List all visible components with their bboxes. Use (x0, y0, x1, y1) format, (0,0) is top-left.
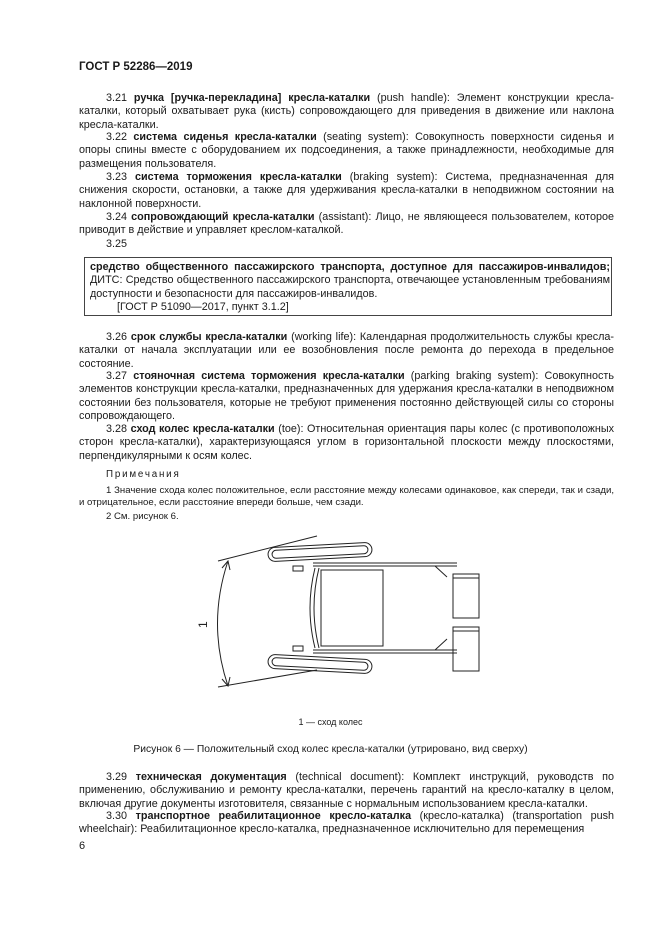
term-definition: (technical document): Комплект инструкций, руководств по применению, обслуживанию и ремонту кресла-каталки, перечень гарантий на кресло-каталку в целом, включая другие документы изготовителя, связанные с нормальным использованием кресла-каталки. (79, 771, 614, 810)
notes-heading: Примечания (106, 469, 181, 480)
term-number: 3.21 (106, 92, 128, 104)
term-3-25-number: 3.25 (106, 238, 128, 250)
term-definition: (working life): Календарная продолжительность службы кресла-каталки от начала эксплуатации или ее возобновления после ремонта до перехода в предельное состояние. (79, 331, 614, 370)
toe-angle-line-bottom (218, 670, 317, 687)
term-definition: ДИТС: Средство общественного пассажирского транспорта, отвечающее установленным требованиям доступности и безопасности для пассажиров-инвалидов. (90, 274, 610, 300)
term-number: 3.22 (106, 131, 128, 143)
seat (321, 570, 383, 646)
figure-legend: 1 — сход колес (298, 717, 363, 727)
term-title: средство общественного пассажирского транспорта, доступное для пассажиров-инвалидов; (90, 261, 610, 273)
term-title: сопровождающий кресла-каталки (131, 211, 315, 223)
term-number: 3.28 (106, 423, 128, 435)
term-3-26 (79, 331, 614, 371)
term-number: 3.30 (106, 810, 128, 822)
rear-wheel-right (268, 654, 373, 673)
term-definition: (toe): Относительная ориентация пары колес (с противоположных сторон кресла-каталки), характеризующаяся углом в горизонтальной плоскости между плоскостями, перпендикулярными к осям колес. (79, 423, 614, 462)
term-3-25 (85, 261, 610, 301)
term-number: 3.26 (106, 331, 128, 343)
note-2: 2 См. рисунок 6. (106, 511, 179, 522)
term-title: транспортное реабилитационное кресло-каталка (135, 810, 412, 822)
term-definition: (seating system): Совокупность поверхности сиденья и опоры спины вместе с оборудованием их подсоединения, а также принадлежности, необходимые для размещения пользователя. (79, 131, 614, 170)
term-title: срок службы кресла-каталки (130, 331, 288, 343)
term-3-22 (79, 131, 614, 171)
term-definition: (кресло-каталка) (transportation push wheelchair): Реабилитационное кресло-каталка, предназначенное исключительно для перемещения (79, 810, 614, 836)
note-1: 1 Значение схода колес положительное, если расстояние между колесами одинаковое, как спереди, так и сзади, и отрицательное, если расстояние впереди больше, чем сзади. (79, 485, 614, 509)
term-3-21 (79, 92, 614, 132)
push-handle-right (293, 646, 303, 651)
toe-angle-arc (218, 561, 229, 686)
term-title: стояночная система торможения кресла-каталки (133, 370, 405, 382)
term-title: сход колес кресла-каталки (130, 423, 275, 435)
toe-marker-label: 1 (196, 621, 210, 628)
term-3-23 (79, 171, 614, 211)
term-3-24 (79, 211, 614, 238)
term-number: 3.24 (106, 211, 128, 223)
footrest-left (453, 574, 479, 618)
term-3-28 (79, 423, 614, 463)
term-number: 3.23 (106, 171, 128, 183)
term-definition: (braking system): Система, предназначенная для снижения скорости, остановки, а также для удерживания кресла-каталки в неподвижном состоянии на наклонной поверхности. (79, 171, 615, 210)
term-definition: (assistant): Лицо, не являющееся пользователем, которое приводит в действие и управляет креслом-каталкой. (79, 211, 615, 237)
term-definition: (parking braking system): Совокупность элементов конструкции кресла-каталки, предназначенных для удержания кресла-каталки в неподвижном состоянии без пользователя, которые не требуют применения постоянно действующей силы со стороны сопровождающего. (79, 370, 614, 422)
wheelchair-toe-figure (195, 530, 495, 715)
figure-caption: Рисунок 6 — Положительный сход колес кресла-каталки (утрировано, вид сверху) (133, 744, 528, 755)
term-title: ручка [ручка-перекладина] кресла-каталки (133, 92, 371, 104)
footrest-right (453, 627, 479, 671)
document-header: ГОСТ Р 52286—2019 (79, 61, 193, 73)
term-title: система сиденья кресла-каталки (133, 131, 317, 143)
term-reference: [ГОСТ Р 51090—2017, пункт 3.1.2] (117, 301, 289, 313)
term-number: 3.27 (106, 370, 128, 382)
term-title: система торможения кресла-каталки (134, 171, 342, 183)
push-handle-left (293, 566, 303, 571)
term-number: 3.29 (106, 771, 128, 783)
term-3-27 (79, 370, 614, 423)
term-3-29 (79, 771, 614, 811)
rear-wheel-left (268, 542, 373, 561)
term-3-30 (79, 810, 614, 837)
term-definition: (push handle): Элемент конструкции кресла-каталки, который охватывает рука (кисть) сопровождающего для приведения в движение или наклона кресла-каталки. (79, 92, 614, 131)
page-number: 6 (79, 840, 86, 852)
term-title: техническая документация (135, 771, 287, 783)
quoted-term-box (84, 257, 612, 316)
